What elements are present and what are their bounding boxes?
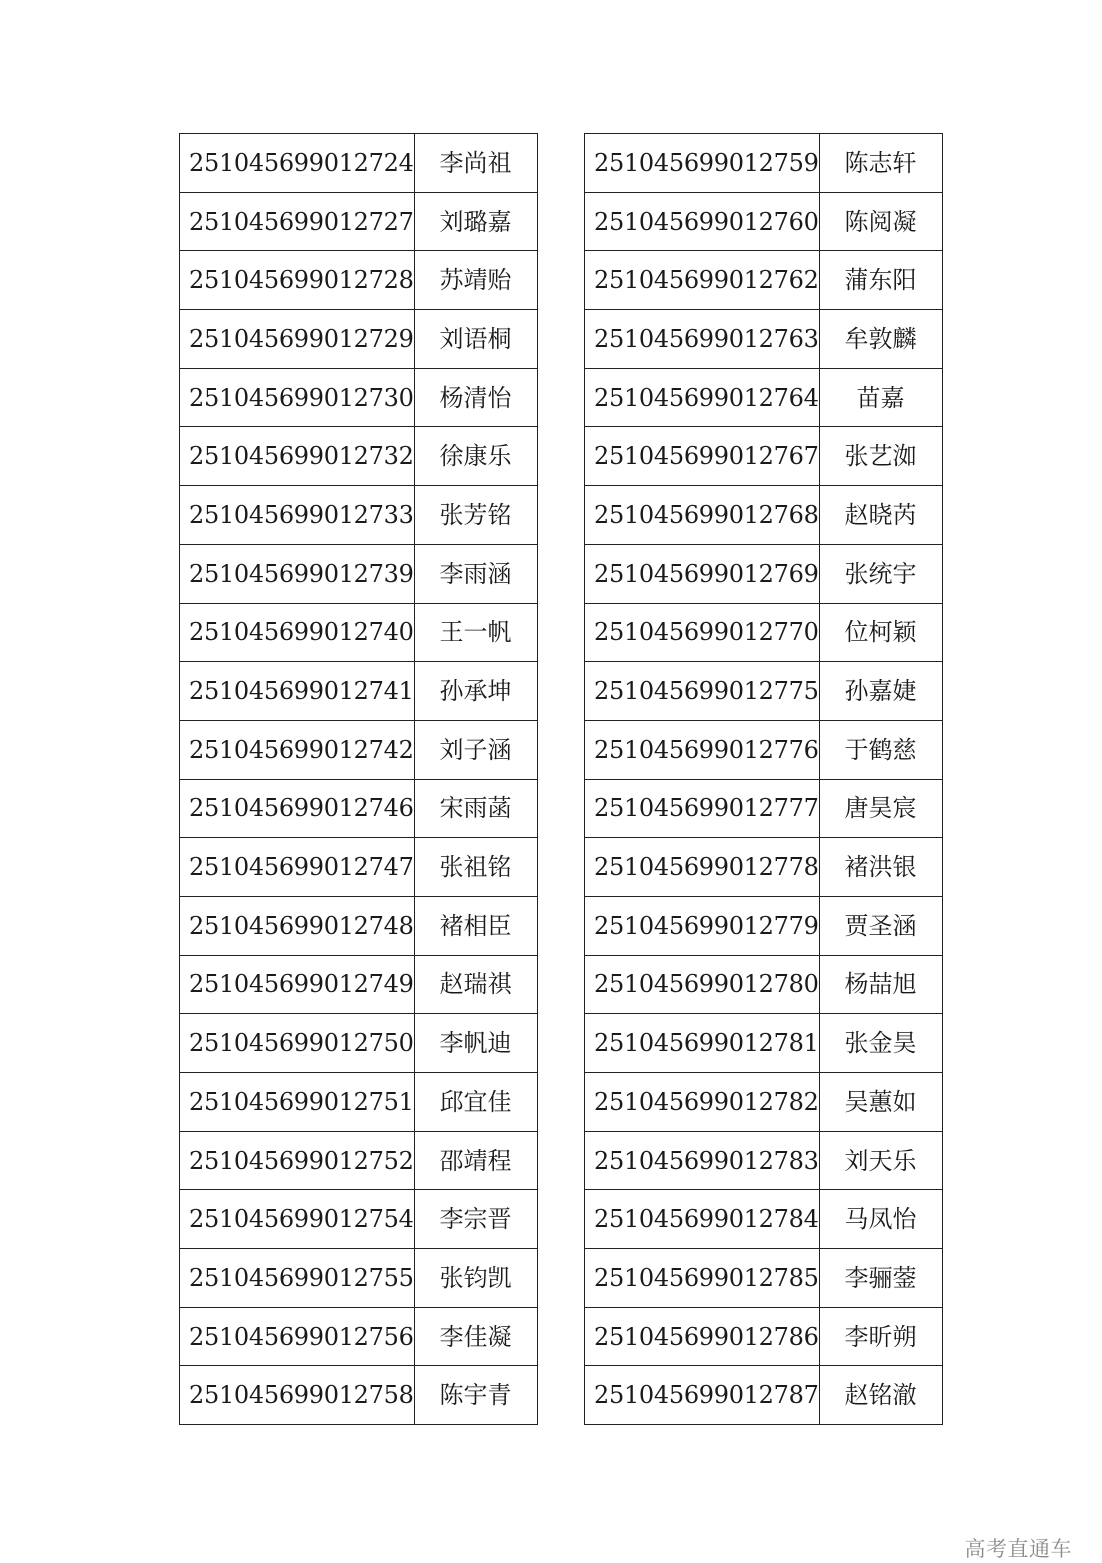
table-row xyxy=(585,955,943,1014)
table-row xyxy=(180,251,538,310)
candidate-id: 251045699012746 xyxy=(180,779,415,838)
table-row xyxy=(180,662,538,721)
candidate-name: 陈阅凝 xyxy=(819,192,942,251)
table-row xyxy=(585,1073,943,1132)
table-row xyxy=(585,779,943,838)
candidate-id: 251045699012728 xyxy=(180,251,415,310)
table-row xyxy=(585,368,943,427)
table-row xyxy=(585,486,943,545)
table-row xyxy=(180,955,538,1014)
table-row xyxy=(585,1249,943,1308)
candidate-name: 苏靖贻 xyxy=(414,251,537,310)
candidate-id: 251045699012775 xyxy=(585,662,820,721)
candidate-id: 251045699012783 xyxy=(585,1131,820,1190)
candidate-id: 251045699012764 xyxy=(585,368,820,427)
table-row xyxy=(180,603,538,662)
candidate-id: 251045699012784 xyxy=(585,1190,820,1249)
candidate-id: 251045699012729 xyxy=(180,310,415,369)
candidate-id: 251045699012760 xyxy=(585,192,820,251)
candidate-name: 杨喆旭 xyxy=(819,955,942,1014)
table-row xyxy=(180,720,538,779)
candidate-id: 251045699012780 xyxy=(585,955,820,1014)
candidate-id: 251045699012755 xyxy=(180,1249,415,1308)
candidate-name: 陈志轩 xyxy=(819,134,942,193)
candidate-id: 251045699012767 xyxy=(585,427,820,486)
table-row xyxy=(180,1249,538,1308)
candidate-name: 王一帆 xyxy=(414,603,537,662)
candidate-id: 251045699012740 xyxy=(180,603,415,662)
candidate-id: 251045699012732 xyxy=(180,427,415,486)
candidate-id: 251045699012749 xyxy=(180,955,415,1014)
table-row xyxy=(585,603,943,662)
candidate-id: 251045699012769 xyxy=(585,544,820,603)
candidate-id: 251045699012724 xyxy=(180,134,415,193)
table-row xyxy=(180,192,538,251)
candidate-name: 张祖铭 xyxy=(414,838,537,897)
table-row xyxy=(180,134,538,193)
candidate-name: 李昕朔 xyxy=(819,1307,942,1366)
candidate-name: 孙承坤 xyxy=(414,662,537,721)
table-row xyxy=(180,427,538,486)
table-row xyxy=(585,544,943,603)
table-row xyxy=(585,1307,943,1366)
table-row xyxy=(180,310,538,369)
candidate-name: 李帆迪 xyxy=(414,1014,537,1073)
table-row xyxy=(585,1190,943,1249)
candidate-name: 蒲东阳 xyxy=(819,251,942,310)
candidate-name: 杨清怡 xyxy=(414,368,537,427)
candidate-name: 张芳铭 xyxy=(414,486,537,545)
table-row xyxy=(585,662,943,721)
table-row xyxy=(585,838,943,897)
candidate-name: 李佳凝 xyxy=(414,1307,537,1366)
candidate-id: 251045699012748 xyxy=(180,896,415,955)
roster-table-left-body xyxy=(180,134,538,1425)
candidate-name: 赵铭澈 xyxy=(819,1366,942,1425)
table-row xyxy=(180,1307,538,1366)
candidate-name: 刘璐嘉 xyxy=(414,192,537,251)
roster-table-right xyxy=(584,133,943,1425)
table-row xyxy=(180,1366,538,1425)
table-row xyxy=(585,1014,943,1073)
candidate-name: 刘语桐 xyxy=(414,310,537,369)
roster-table-right-body xyxy=(585,134,943,1425)
candidate-id: 251045699012770 xyxy=(585,603,820,662)
candidate-name: 赵瑞祺 xyxy=(414,955,537,1014)
candidate-name: 张统宇 xyxy=(819,544,942,603)
candidate-name: 刘子涵 xyxy=(414,720,537,779)
table-row xyxy=(585,427,943,486)
candidate-name: 张金昊 xyxy=(819,1014,942,1073)
candidate-name: 李雨涵 xyxy=(414,544,537,603)
table-row xyxy=(585,1366,943,1425)
candidate-name: 牟敦麟 xyxy=(819,310,942,369)
candidate-name: 邵靖程 xyxy=(414,1131,537,1190)
candidate-name: 张艺洳 xyxy=(819,427,942,486)
candidate-id: 251045699012742 xyxy=(180,720,415,779)
candidate-id: 251045699012782 xyxy=(585,1073,820,1132)
candidate-name: 褚相臣 xyxy=(414,896,537,955)
candidate-id: 251045699012730 xyxy=(180,368,415,427)
table-row xyxy=(585,896,943,955)
candidate-id: 251045699012787 xyxy=(585,1366,820,1425)
table-row xyxy=(585,1131,943,1190)
candidate-name: 于鹤慈 xyxy=(819,720,942,779)
candidate-id: 251045699012762 xyxy=(585,251,820,310)
table-row xyxy=(585,251,943,310)
candidate-name: 唐昊宸 xyxy=(819,779,942,838)
table-row xyxy=(585,134,943,193)
watermark-text: 高考直通车 xyxy=(964,1537,1072,1561)
table-row xyxy=(585,310,943,369)
candidate-name: 宋雨菡 xyxy=(414,779,537,838)
candidate-id: 251045699012750 xyxy=(180,1014,415,1073)
candidate-id: 251045699012751 xyxy=(180,1073,415,1132)
table-row xyxy=(585,192,943,251)
candidate-id: 251045699012752 xyxy=(180,1131,415,1190)
candidate-id: 251045699012777 xyxy=(585,779,820,838)
candidate-id: 251045699012781 xyxy=(585,1014,820,1073)
candidate-name: 李尚祖 xyxy=(414,134,537,193)
candidate-id: 251045699012786 xyxy=(585,1307,820,1366)
candidate-name: 李骊蓥 xyxy=(819,1249,942,1308)
table-row xyxy=(180,896,538,955)
candidate-name: 马凤怡 xyxy=(819,1190,942,1249)
candidate-id: 251045699012763 xyxy=(585,310,820,369)
candidate-name: 苗嘉 xyxy=(819,368,942,427)
candidate-name: 吴蕙如 xyxy=(819,1073,942,1132)
table-row xyxy=(180,779,538,838)
table-row xyxy=(180,838,538,897)
candidate-name: 徐康乐 xyxy=(414,427,537,486)
candidate-id: 251045699012747 xyxy=(180,838,415,897)
candidate-id: 251045699012779 xyxy=(585,896,820,955)
candidate-name: 李宗晋 xyxy=(414,1190,537,1249)
candidate-id: 251045699012756 xyxy=(180,1307,415,1366)
table-row xyxy=(180,544,538,603)
roster-table-left xyxy=(179,133,538,1425)
candidate-id: 251045699012741 xyxy=(180,662,415,721)
candidate-name: 孙嘉婕 xyxy=(819,662,942,721)
candidate-id: 251045699012739 xyxy=(180,544,415,603)
table-row xyxy=(585,720,943,779)
table-row xyxy=(180,1131,538,1190)
candidate-name: 张钧凯 xyxy=(414,1249,537,1308)
table-row xyxy=(180,486,538,545)
table-row xyxy=(180,1073,538,1132)
table-row xyxy=(180,1014,538,1073)
candidate-name: 刘天乐 xyxy=(819,1131,942,1190)
candidate-id: 251045699012733 xyxy=(180,486,415,545)
candidate-name: 邱宜佳 xyxy=(414,1073,537,1132)
candidate-id: 251045699012758 xyxy=(180,1366,415,1425)
candidate-id: 251045699012768 xyxy=(585,486,820,545)
candidate-id: 251045699012754 xyxy=(180,1190,415,1249)
candidate-id: 251045699012727 xyxy=(180,192,415,251)
candidate-name: 位柯颖 xyxy=(819,603,942,662)
candidate-id: 251045699012778 xyxy=(585,838,820,897)
candidate-name: 赵晓芮 xyxy=(819,486,942,545)
candidate-name: 贾圣涵 xyxy=(819,896,942,955)
candidate-id: 251045699012776 xyxy=(585,720,820,779)
candidate-name: 陈宇青 xyxy=(414,1366,537,1425)
candidate-id: 251045699012785 xyxy=(585,1249,820,1308)
candidate-name: 褚洪银 xyxy=(819,838,942,897)
table-row xyxy=(180,368,538,427)
table-row xyxy=(180,1190,538,1249)
candidate-id: 251045699012759 xyxy=(585,134,820,193)
